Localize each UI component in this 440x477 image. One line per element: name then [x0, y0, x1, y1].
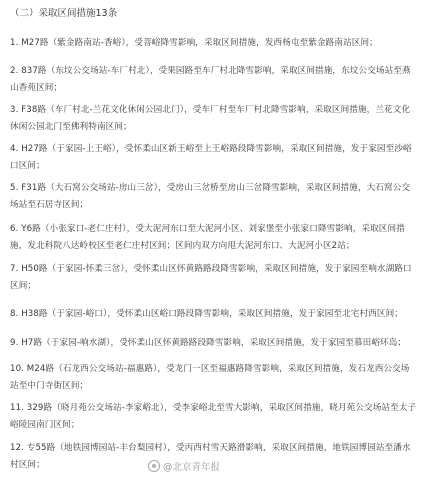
list-item-10 [10, 361, 430, 395]
item-line: 峪陵园南门区间； [10, 420, 80, 430]
list-item-4 [10, 141, 430, 175]
item-line: 9. H7路（于家园-响水湖），受怀柔山区怀黄路路段降雪影响，采取区间措施，发于家园至慕田峪环岛； [10, 338, 407, 348]
item-line: 5. F31路（大石窝公交场站-房山三岔），受房山三岔桥至房山三岔降雪影响，采取区间措施，大石窝公交 [10, 183, 411, 193]
item-line: 2. 837路（东坟公交场站-车厂村北），受果园路至车厂村北降雪影响，采取区间措施，东坟公交场站至燕 [10, 66, 411, 76]
item-line: 区间； [10, 281, 37, 291]
item-line: 7. H50路（于家园-怀柔三岔），受怀柔山区怀黄路路段降雪影响，采取区间措施，发于家园至响水湖路口 [10, 264, 412, 274]
item-line: 10. M24路（石龙西公交场站-福惠路），受龙门一区至福惠路降雪影响，采取区间措施，发石龙西公交场 [10, 364, 410, 374]
item-line: 场站至石居寺区间； [10, 200, 89, 210]
list-item-5 [10, 180, 430, 214]
item-line: 8. H38路（于家园-峪口），受怀柔山区峪口路段降雪影响，采取区间措施，发于家园至北宅村西区间； [10, 309, 403, 319]
item-line: 村区间； [10, 460, 45, 470]
item-line: 休闲公园北门至佛利特南区间； [10, 122, 132, 132]
list-item-9 [10, 335, 430, 352]
watermark [148, 460, 220, 475]
list-item-3 [10, 102, 430, 136]
list-item-2 [10, 63, 430, 97]
list-item-6 [10, 221, 430, 255]
item-line: 4. H27路（于家园-上王峪），受怀柔山区新王峪至上王峪路段降雪影响，采取区间措施，发于家园至沙峪 [10, 144, 412, 154]
item-line: 11. 329路（晓月苑公交场站-李家峪北），受李家峪北至雪大影响，采取区间措施，晓月苑公交场站至太子 [10, 403, 417, 413]
list-item-1 [10, 35, 430, 52]
item-line: 口区间； [10, 161, 45, 171]
weibo-logo-icon [148, 460, 160, 472]
list-item-7 [10, 261, 430, 295]
item-line: 山香苑区间； [10, 83, 63, 93]
item-line: 1. M27路（紫金路南站-香峪），受菩峪降雪影响，采取区间措施，发西杨屯至紫金路南站区间； [10, 38, 378, 48]
list-item-11 [10, 400, 430, 434]
section-title: （二）采取区间措施13条 [10, 8, 118, 19]
item-line: 6. Y6路（小张家口-老仁庄村），受大泥河东口至大泥河小区、刘家堡至小张家口降雪影响，采取区间措 [10, 224, 405, 234]
list-item-8 [10, 306, 430, 323]
item-line: 施，发北科院八达岭校区至老仁庄村区间；区间内双方向甩大泥河东口、大泥河小区2站； [10, 241, 355, 251]
item-line: 站至中门寺街区间； [10, 381, 89, 391]
item-line: 3. F38路（车厂村北-兰花文化休闲公园北门），受车厂村至车厂村北降雪影响，采取区间措施，兰花文化 [10, 105, 411, 115]
item-line: 12. 专55路（地铁园博园站-丰台梨园村），受丙西村雪天路滑影响，采取区间措施，地铁园博园站至潘水 [10, 443, 411, 453]
watermark-text: @北京青年报 [163, 462, 221, 473]
